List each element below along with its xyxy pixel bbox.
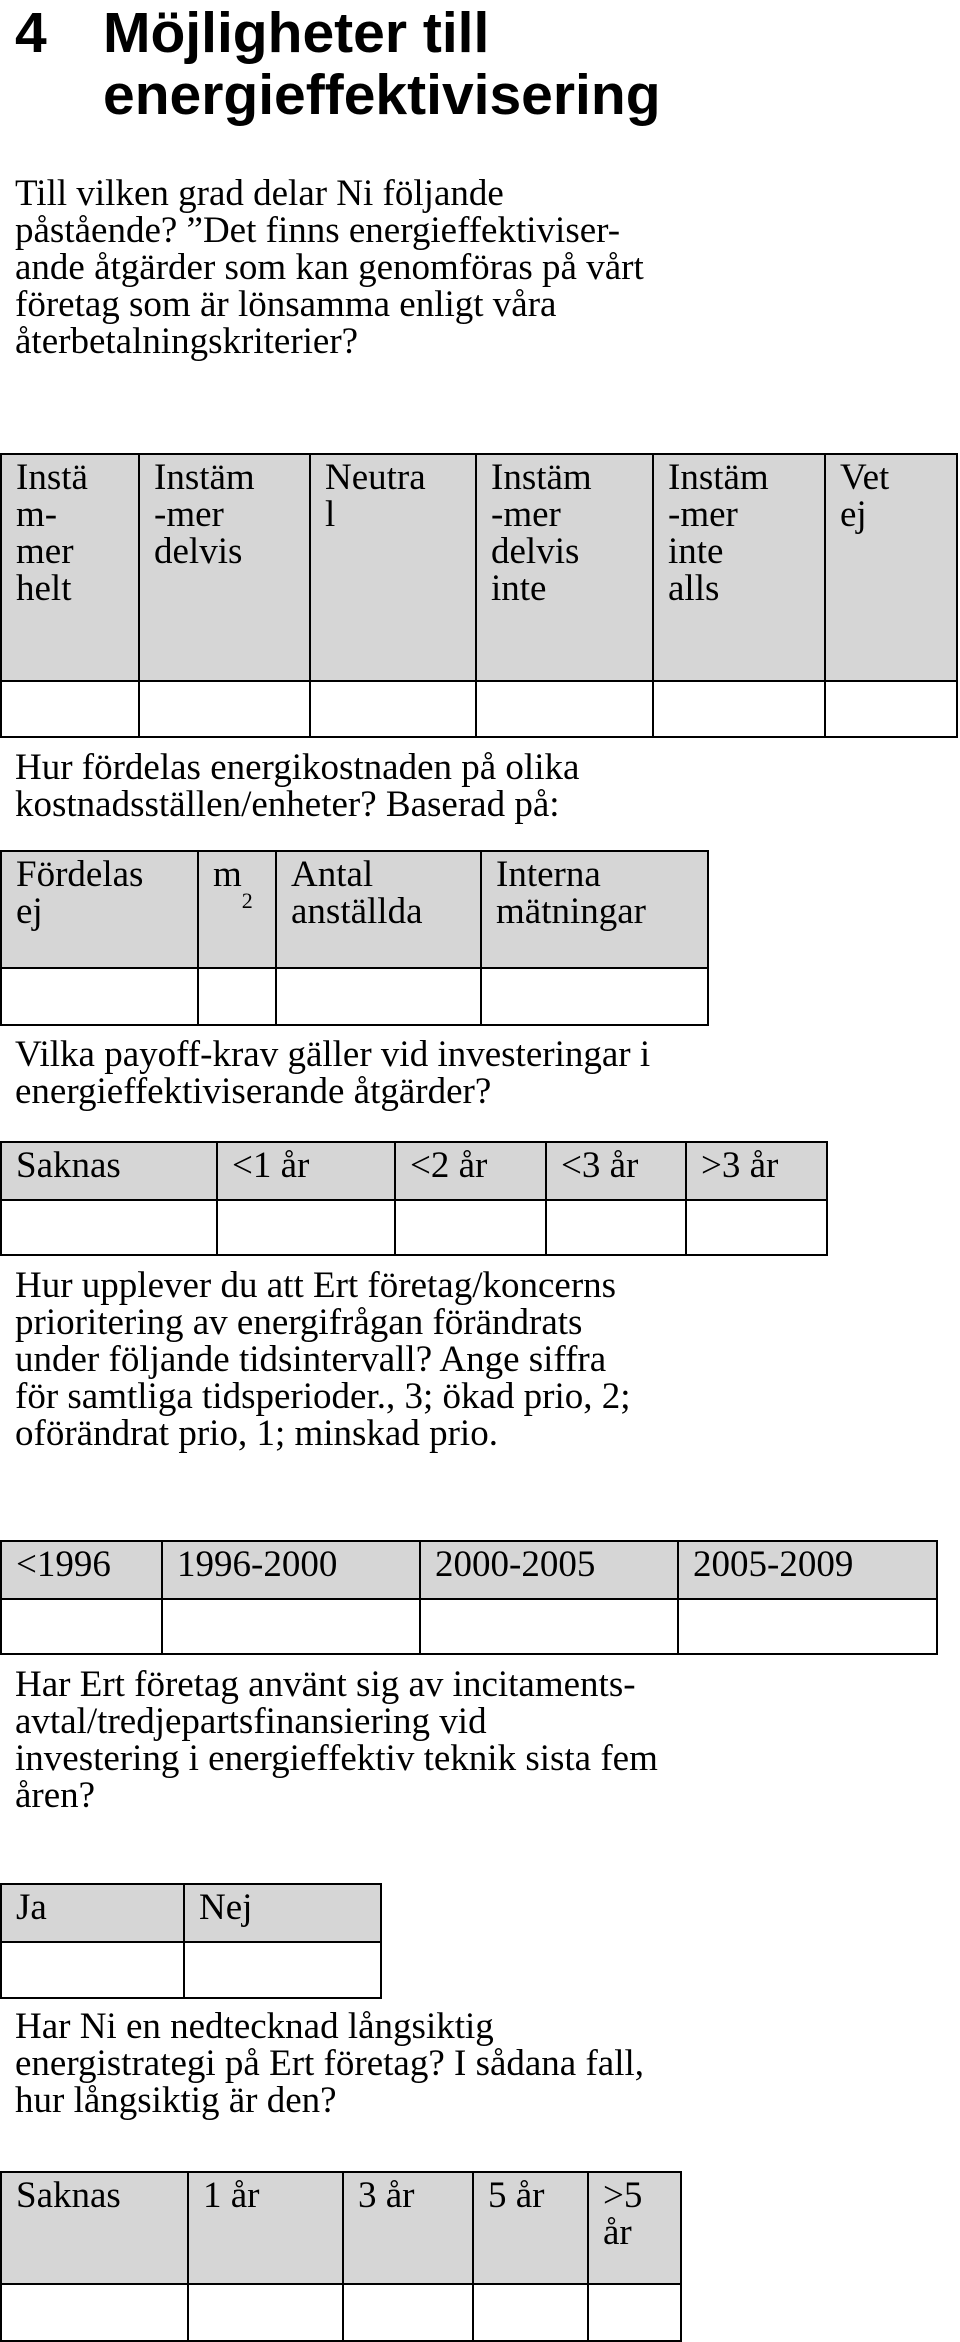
option-5-years: 5 år (473, 2172, 588, 2284)
answer-cell[interactable] (139, 681, 310, 737)
option-agree-partly: Instäm -mer delvis (139, 454, 310, 681)
option-under-3-years: <3 år (546, 1142, 686, 1200)
answer-cell[interactable] (1, 681, 139, 737)
answer-cell[interactable] (395, 1200, 546, 1255)
incentive-table (0, 1883, 382, 1999)
question-strategy-text: Har Ni en nedtecknad långsiktig energistrategi på Ert företag? I sådana fall, hur långsiktig är den? (15, 2006, 645, 2121)
answer-cell[interactable] (276, 968, 481, 1025)
question-cost-allocation-text: Hur fördelas energikostnaden på olika kostnadsställen/enheter? Baserad på: (15, 747, 580, 825)
answer-cell[interactable] (678, 1599, 937, 1654)
question-agreement-text: Till vilken grad delar Ni följande påstående? ”Det finns energieffektiviser- ande åtgärder som kan genomföras på vårt företag som är lönsamma enligt våra återbetalningskriterier? (15, 173, 644, 362)
answer-cell[interactable] (198, 968, 276, 1025)
option-agree-fully: Instä m- mer helt (1, 454, 139, 681)
option-none: Saknas (1, 1142, 217, 1200)
option-3-years: 3 år (343, 2172, 473, 2284)
answer-cell[interactable] (162, 1599, 420, 1654)
answer-cell[interactable] (476, 681, 653, 737)
option-under-1-year: <1 år (217, 1142, 395, 1200)
option-neutral: Neutra l (310, 454, 476, 681)
answer-cell[interactable] (1, 1200, 217, 1255)
priority-period-table (0, 1540, 938, 1655)
strategy-horizon-table (0, 2171, 682, 2342)
answer-cell[interactable] (1, 1942, 184, 1998)
answer-cell[interactable] (481, 968, 708, 1025)
section-title: Möjligheter till energieffektivisering (103, 1, 661, 127)
question-payoff-text: Vilka payoff-krav gäller vid investeringar i energieffektiviserande åtgärder? (15, 1034, 651, 1112)
answer-cell[interactable] (1, 1599, 162, 1654)
answer-cell[interactable] (825, 681, 957, 737)
option-dont-know: Vet ej (825, 454, 957, 681)
option-over-3-years: >3 år (686, 1142, 827, 1200)
option-employees: Antal anställda (276, 851, 481, 968)
period-before-1996: <1996 (1, 1541, 162, 1599)
option-no: Nej (184, 1884, 381, 1942)
option-1-year: 1 år (188, 2172, 343, 2284)
answer-cell[interactable] (686, 1200, 827, 1255)
option-not-allocated: Fördelas ej (1, 851, 198, 968)
period-2005-2009: 2005-2009 (678, 1541, 937, 1599)
answer-cell[interactable] (1, 2284, 188, 2341)
question-incentive-text: Har Ert företag använt sig av incitaments- avtal/tredjepartsfinansiering vid investering i energieffektiv teknik sista fem åren? (15, 1664, 658, 1816)
option-under-2-years: <2 år (395, 1142, 546, 1200)
period-2000-2005: 2000-2005 (420, 1541, 678, 1599)
period-1996-2000: 1996-2000 (162, 1541, 420, 1599)
answer-cell[interactable] (343, 2284, 473, 2341)
option-disagree-fully: Instäm -mer inte alls (653, 454, 825, 681)
answer-cell[interactable] (473, 2284, 588, 2341)
option-square-meters: $m^2$ (198, 851, 276, 968)
answer-cell[interactable] (588, 2284, 681, 2341)
section-number: 4 (15, 1, 47, 65)
answer-cell[interactable] (1, 968, 198, 1025)
answer-cell[interactable] (184, 1942, 381, 1998)
answer-cell[interactable] (546, 1200, 686, 1255)
cost-allocation-table (0, 850, 709, 1026)
question-priority-text: Hur upplever du att Ert företag/koncerns prioritering av energifrågan förändrats under följande tidsintervall? Ange siffra för samtliga tidsperioder., 3; ökad prio, 2; oförändrat prio, 1; minskad prio. (15, 1265, 631, 1454)
option-yes: Ja (1, 1884, 184, 1942)
option-over-5-years: >5 år (588, 2172, 681, 2284)
answer-cell[interactable] (188, 2284, 343, 2341)
agreement-scale-table (0, 453, 958, 738)
payoff-table (0, 1141, 828, 1256)
answer-cell[interactable] (217, 1200, 395, 1255)
answer-cell[interactable] (420, 1599, 678, 1654)
option-disagree-partly: Instäm -mer delvis inte (476, 454, 653, 681)
option-internal-measurements: Interna mätningar (481, 851, 708, 968)
superscript-two: 2 (241, 888, 253, 913)
answer-cell[interactable] (310, 681, 476, 737)
option-none: Saknas (1, 2172, 188, 2284)
answer-cell[interactable] (653, 681, 825, 737)
